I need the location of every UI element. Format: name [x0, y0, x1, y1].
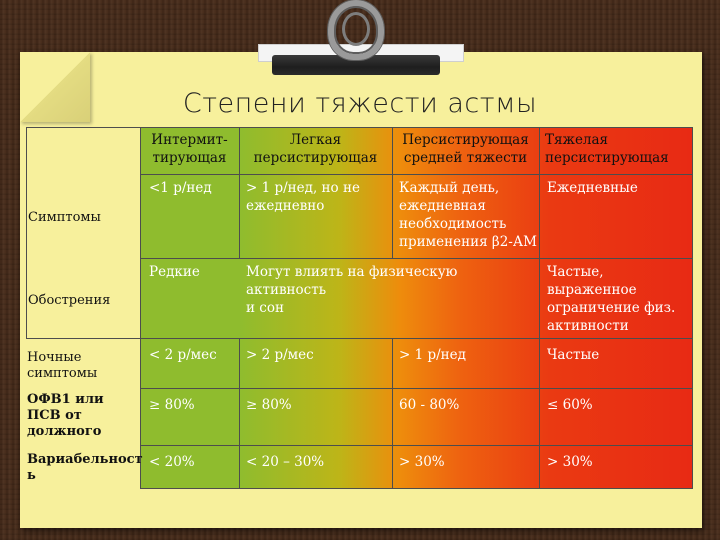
cell-symptoms-severe: Ежедневные [547, 180, 638, 196]
cell-fev-severe: ≤ 60% [547, 397, 593, 413]
grid-line [140, 388, 693, 389]
grid-line [140, 127, 141, 489]
row-label-variability: Вариабельност ь [27, 452, 143, 483]
cell-exacerbations-intermittent: Редкие [149, 264, 200, 280]
grid-line [26, 127, 27, 339]
grid-line [140, 127, 693, 128]
header-intermittent: Интермит- тирующая [151, 132, 228, 166]
grid-line [392, 338, 393, 489]
header-mild-persistent: Легкая персистирующая [253, 132, 378, 166]
cell-fev-mild: ≥ 80% [246, 397, 292, 413]
cell-fev-moderate: 60 - 80% [399, 397, 460, 413]
grid-line [692, 127, 693, 489]
cell-variability-mild: < 20 – 30% [246, 454, 325, 470]
slide-title: Степени тяжести астмы [182, 88, 538, 119]
cell-variability-moderate: > 30% [399, 454, 445, 470]
cell-variability-severe: > 30% [547, 454, 593, 470]
grid-line [140, 488, 693, 489]
cell-night-intermittent: < 2 р/мес [149, 347, 217, 363]
grid-line [26, 127, 140, 128]
grid-line [140, 174, 693, 175]
cell-night-mild: > 2 р/мес [246, 347, 314, 363]
grid-line [140, 445, 693, 446]
header-severe-persistent: Тяжелая персистирующая [545, 132, 669, 166]
header-moderate-persistent: Персистирующая средней тяжести [402, 132, 529, 166]
cell-exacerbations-mild-moderate: Могут влиять на физическую активность и сон [246, 264, 458, 316]
grid-line [140, 258, 693, 259]
cell-fev-intermittent: ≥ 80% [149, 397, 195, 413]
row-label-night-symptoms: Ночные симптомы [27, 350, 98, 381]
paperclip-inner-icon [342, 12, 370, 46]
cell-exacerbations-severe: Частые, выраженное ограничение физ. активности [547, 264, 676, 334]
grid-line [539, 127, 540, 489]
row-label-symptoms: Симптомы [28, 210, 101, 225]
row-label-exacerbations: Обострения [28, 293, 111, 308]
cell-night-severe: Частые [547, 347, 600, 363]
cell-symptoms-moderate: Каждый день, ежедневная необходимость применения β2-АМ [399, 180, 537, 250]
cell-symptoms-intermittent: <1 р/нед [149, 180, 212, 196]
grid-line [140, 338, 693, 339]
grid-line [239, 338, 240, 489]
grid-line [26, 338, 140, 339]
cell-variability-intermittent: < 20% [149, 454, 195, 470]
cell-symptoms-mild: > 1 р/нед, но не ежедневно [246, 180, 360, 214]
cell-night-moderate: > 1 р/нед [399, 347, 466, 363]
row-label-fev-pef: ОФВ1 или ПСВ от должного [27, 392, 104, 439]
